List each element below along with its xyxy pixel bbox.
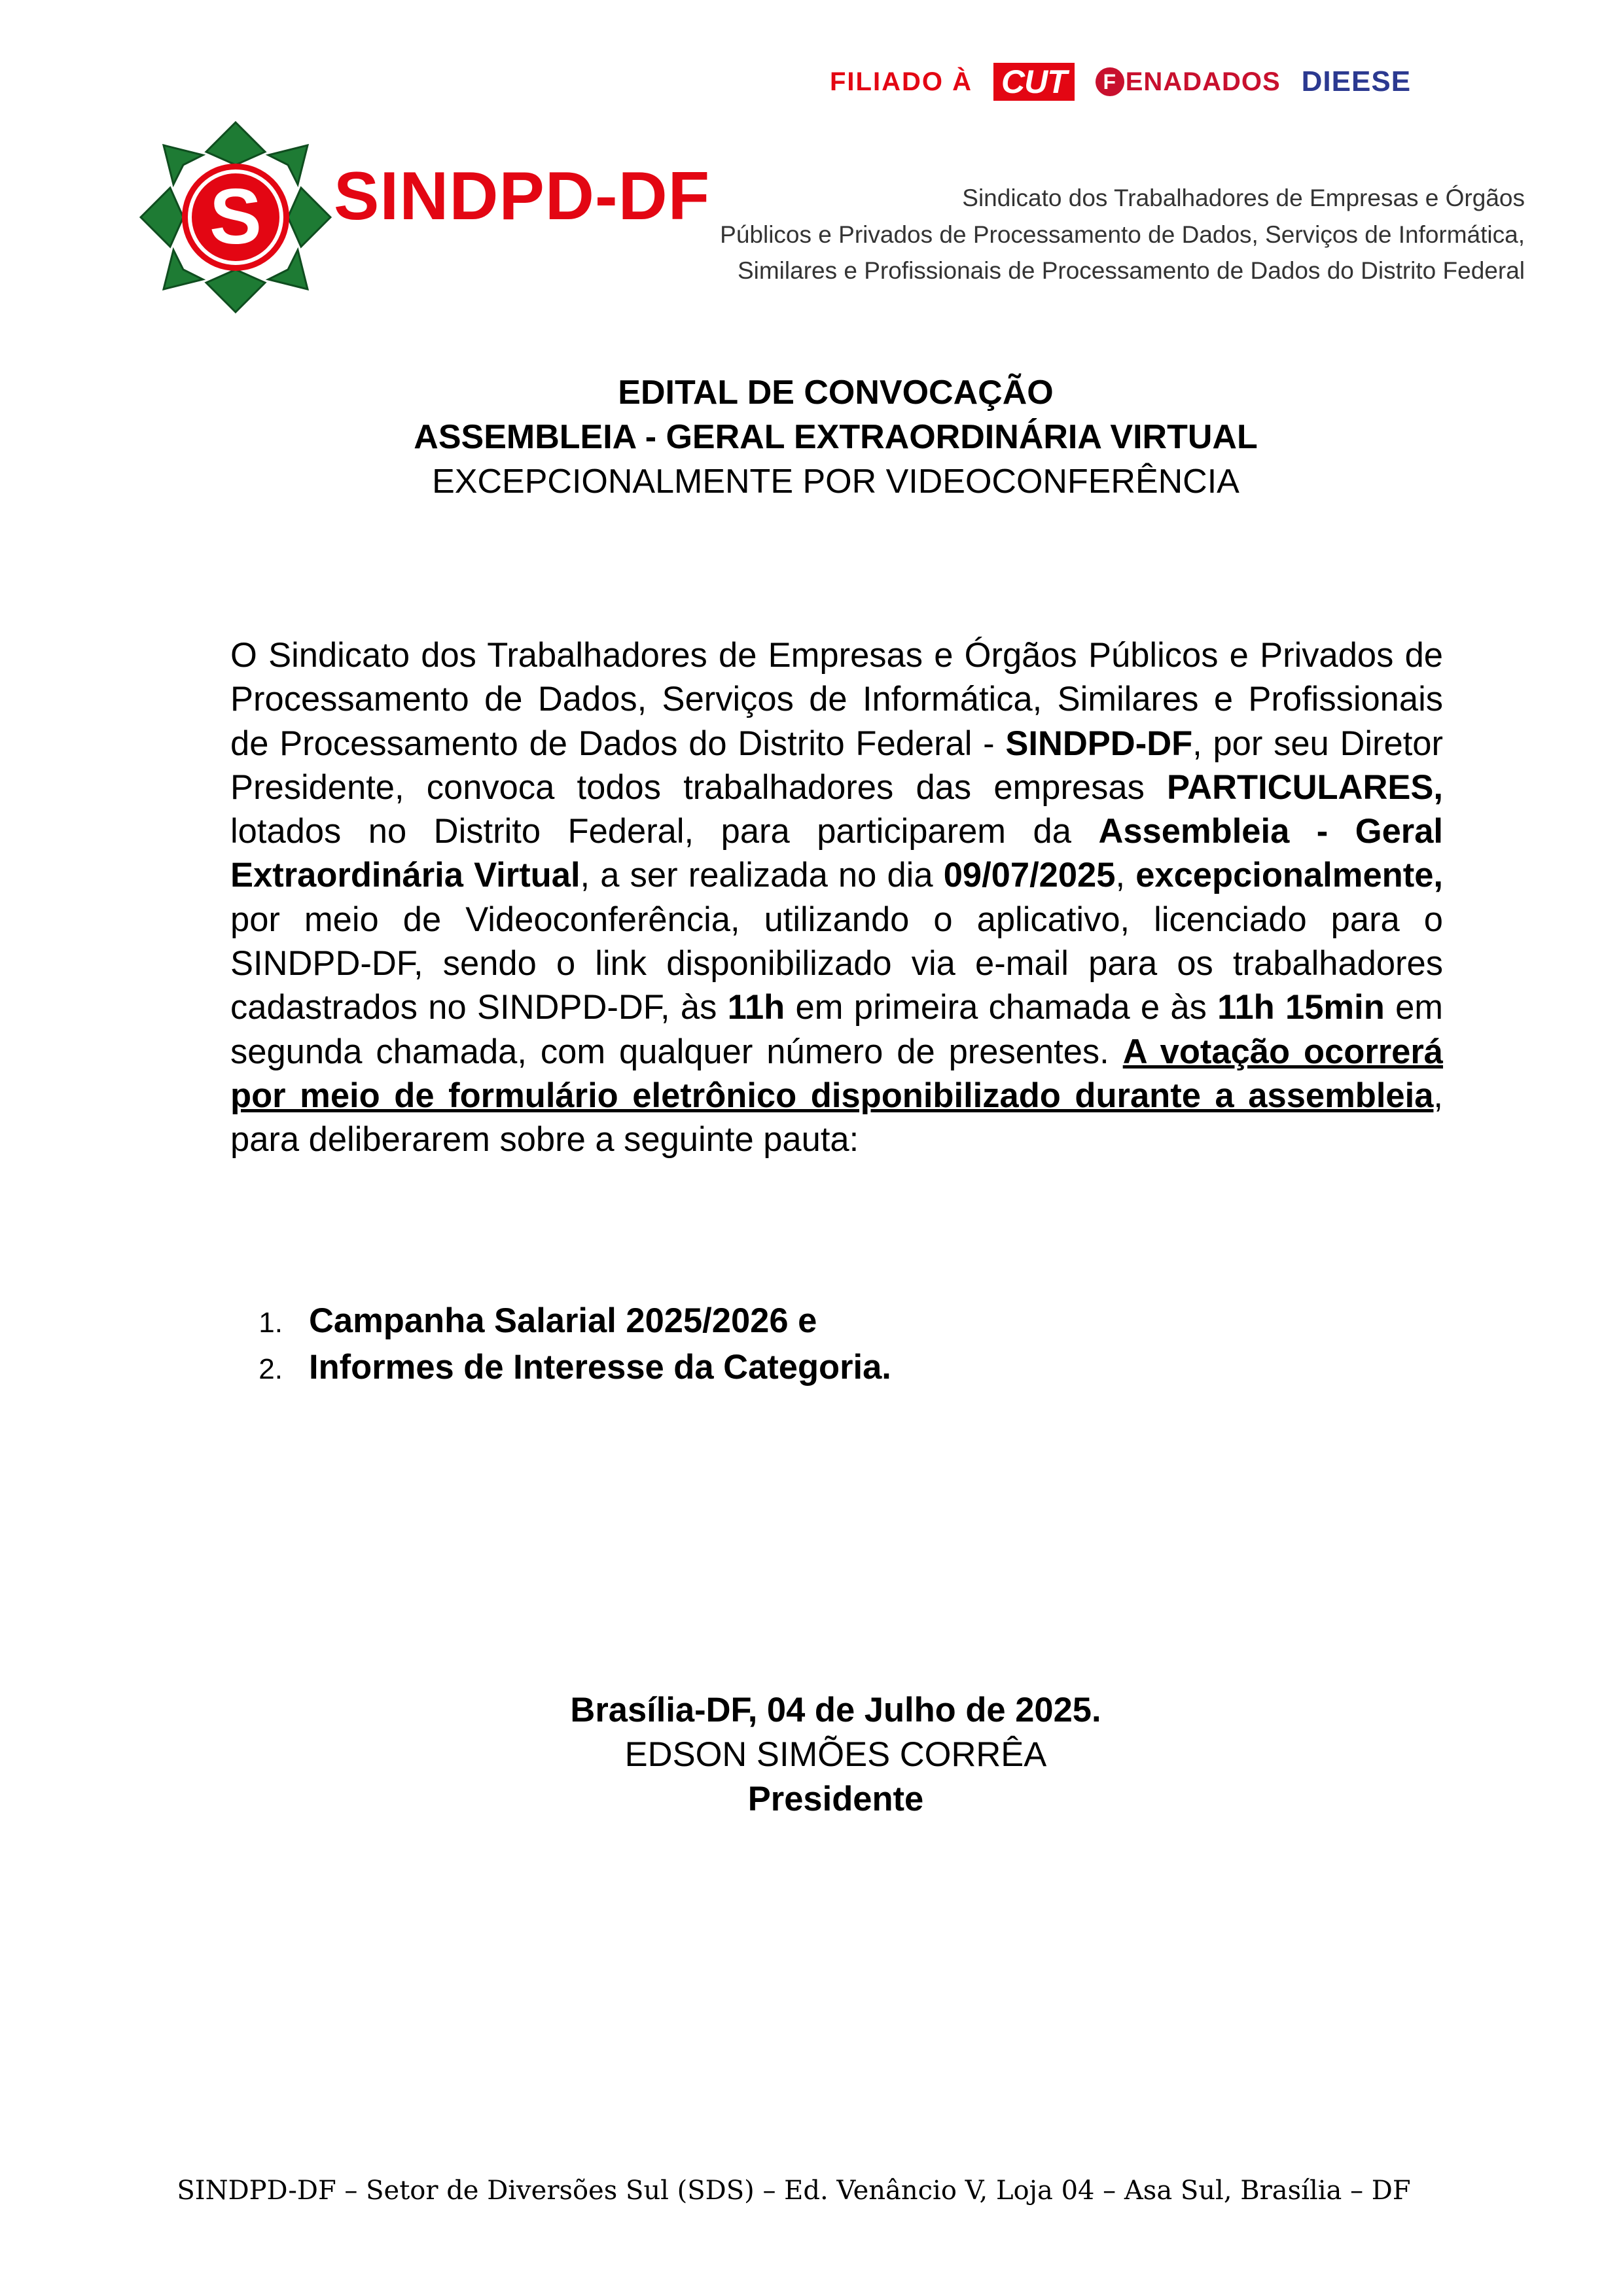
signer-role: Presidente <box>747 1780 924 1818</box>
sindpd-logo-text: SINDPD-DF <box>334 158 711 234</box>
body-text: lotados no Distrito Federal, para participarem da <box>230 812 1099 851</box>
agenda-list <box>230 1299 891 1392</box>
signer-name: EDSON SIMÕES CORRÊA <box>624 1735 1047 1774</box>
title-line-3: EXCEPCIONALMENTE POR VIDEOCONFERÊNCIA <box>432 463 1240 501</box>
cut-logo: CUT <box>993 63 1075 101</box>
org-description-line: Sindicato dos Trabalhadores de Empresas e Órgãos <box>962 185 1525 211</box>
fenadados-text: ENADADOS <box>1125 67 1281 96</box>
body-voting-notice: A votação ocorrerá por meio de formulário eletrônico disponibilizado durante a assembleia <box>230 1032 1444 1115</box>
body-bold-first-call: 11h <box>727 988 785 1027</box>
body-text: , para deliberarem sobre a seguinte pauta: <box>230 1076 1443 1159</box>
body-bold-second-call: 11h 15min <box>1217 988 1385 1027</box>
document-title <box>0 370 1623 504</box>
agenda-item <box>230 1345 891 1392</box>
title-line-2: ASSEMBLEIA - GERAL EXTRAORDINÁRIA VIRTUAL <box>414 418 1258 456</box>
body-bold-particulares: PARTICULARES, <box>1167 768 1443 807</box>
body-text: , <box>1115 856 1136 895</box>
footer-address: SINDPD-DF – Setor de Diversões Sul (SDS) – Ed. Venâncio V, Loja 04 – Asa Sul, Brasília – DF <box>177 2176 1411 2206</box>
svg-text:S: S <box>209 173 262 260</box>
body-text: , por seu Diretor Presidente, convoca todos trabalhadores das empresas <box>230 724 1443 807</box>
org-description <box>720 180 1525 289</box>
title-line-1: EDITAL DE CONVOCAÇÃO <box>618 374 1054 412</box>
dieese-logo: DIEESE <box>1301 65 1412 97</box>
agenda-number: 2. <box>259 1353 283 1385</box>
body-text: O Sindicato dos Trabalhadores de Empresas e Órgãos Públicos e Privados de Processamento de Dados, Serviços de Informática, Similares e Profissionais de Processamento de Dados do Distrito Federal - <box>230 636 1443 763</box>
body-text: por meio de Videoconferência, utilizando o aplicativo, licenciado para o SINDPD-DF, sendo o link disponibilizado via e-mail para os trabalhadores cadastrados no SINDPD-DF, às <box>230 900 1443 1027</box>
agenda-number: 1. <box>259 1307 283 1339</box>
body-bold-exceptionally: excepcionalmente, <box>1135 856 1443 895</box>
sindpd-logo-icon <box>137 119 334 315</box>
body-text: em primeira chamada e às <box>785 988 1218 1027</box>
convocation-paragraph <box>230 633 1443 1162</box>
agenda-item <box>230 1299 891 1345</box>
org-description-line: Similares e Profissionais de Processamento de Dados do Distrito Federal <box>737 257 1525 284</box>
fenadados-logo <box>1096 67 1281 97</box>
fenadados-f-icon: F <box>1096 67 1124 96</box>
agenda-text: Informes de Interesse da Categoria. <box>309 1348 891 1386</box>
place-date: Brasília-DF, 04 de Julho de 2025. <box>570 1691 1101 1729</box>
body-text: em segunda chamada, com qualquer número de presentes. <box>230 988 1444 1071</box>
body-bold-date: 09/07/2025 <box>943 856 1116 895</box>
org-description-line: Públicos e Privados de Processamento de Dados, Serviços de Informática, <box>720 221 1525 248</box>
body-bold-assembly: Assembleia - Geral Extraordinária Virtual <box>230 812 1443 895</box>
body-text: , a ser realizada no dia <box>580 856 944 895</box>
agenda-text: Campanha Salarial 2025/2026 e <box>309 1301 817 1340</box>
body-bold-sindpd: SINDPD-DF <box>1005 724 1193 763</box>
signature-block <box>0 1688 1623 1822</box>
affiliations-bar <box>830 62 1411 101</box>
affiliation-label: FILIADO À <box>830 67 972 96</box>
